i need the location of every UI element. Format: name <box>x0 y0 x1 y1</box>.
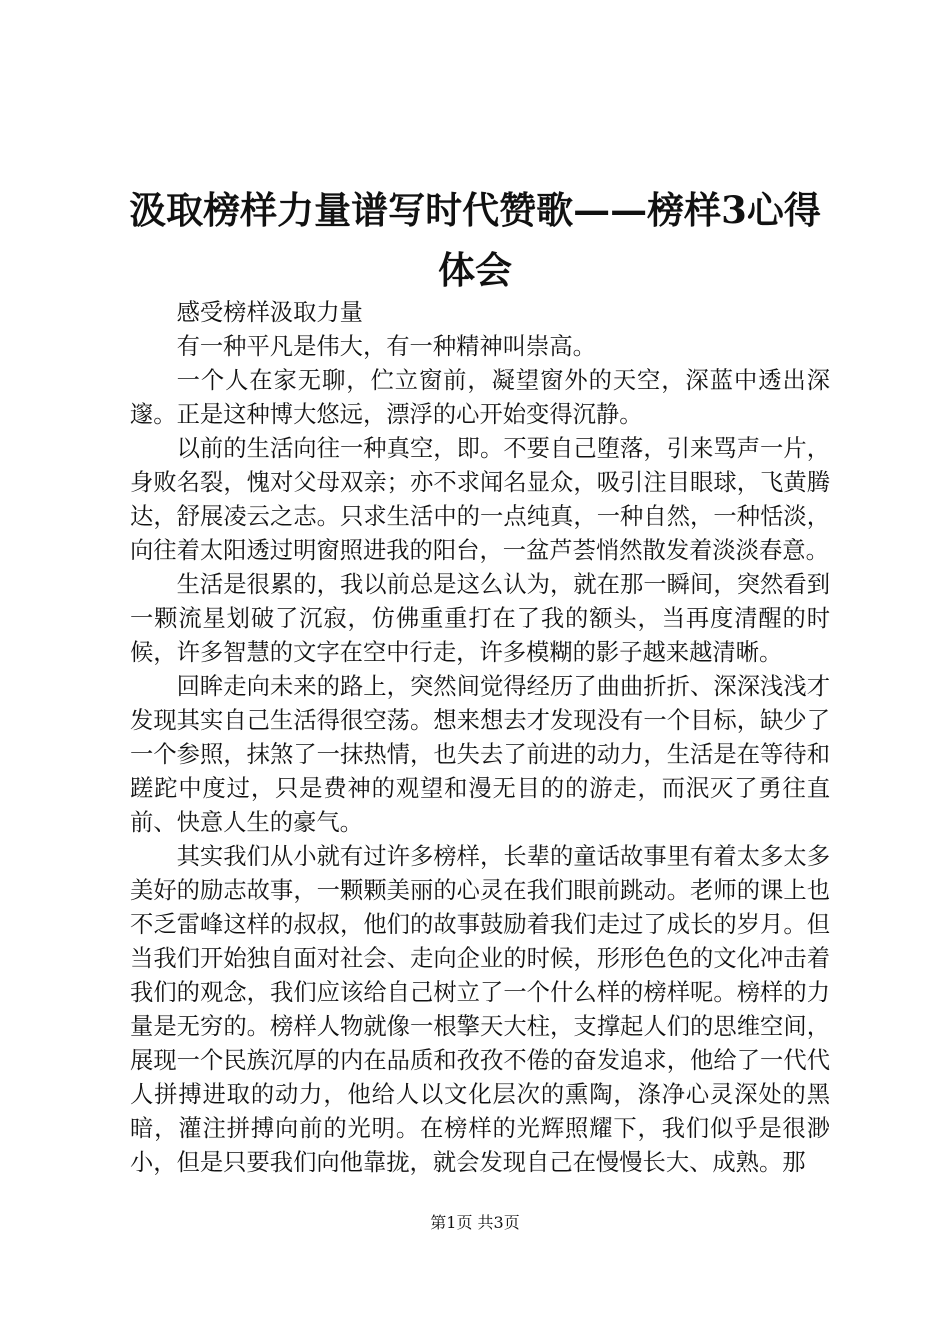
paragraph: 回眸走向未来的路上，突然间觉得经历了曲曲折折、深深浅浅才发现其实自己生活得很空荡。想来想去才发现没有一个目标，缺少了一个参照，抹煞了一抹热情，也失去了前进的动力，生活是在等待和蹉跎中度过，只是费神的观望和漫无目的的游走，而泯灭了勇往直前、快意人生的豪气。 <box>130 673 830 836</box>
paragraph: 一个人在家无聊，伫立窗前，凝望窗外的天空，深蓝中透出深邃。正是这种博大悠远，漂浮的心开始变得沉静。 <box>130 367 830 428</box>
paragraph: 有一种平凡是伟大，有一种精神叫崇高。 <box>176 333 596 360</box>
paragraph: 生活是很累的，我以前总是这么认为，就在那一瞬间，突然看到一颗流星划破了沉寂，仿佛重重打在了我的额头，当再度清醒的时候，许多智慧的文字在空中行走，许多模糊的影子越来越清晰。 <box>130 571 830 666</box>
paragraph: 以前的生活向往一种真空，即。不要自己堕落，引来骂声一片，身败名裂，愧对父母双亲；亦不求闻名显众，吸引注目眼球，飞黄腾达，舒展凌云之志。只求生活中的一点纯真，一种自然，一种恬淡，向往着太阳透过明窗照进我的阳台，一盆芦荟悄然散发着淡淡春意。 <box>130 435 830 564</box>
paragraph: 其实我们从小就有过许多榜样，长辈的童话故事里有着太多太多美好的励志故事，一颗颗美丽的心灵在我们眼前跳动。老师的课上也不乏雷峰这样的叔叔，他们的故事鼓励着我们走过了成长的岁月。但当我们开始独自面对社会、走向企业的时候，形形色色的文化冲击着我们的观念，我们应该给自己树立了一个什么样的榜样呢。榜样的力量是无穷的。榜样人物就像一根擎天大柱，支撑起人们的思维空间，展现一个民族沉厚的内在品质和孜孜不倦的奋发追求，他给了一代代人拼搏进取的动力，他给人以文化层次的熏陶，涤净心灵深处的黑暗，灌注拼搏向前的光明。在榜样的光辉照耀下，我们似乎是很渺小，但是只要我们向他靠拢，就会发现自己在慢慢长大、成熟。那 <box>130 843 830 1176</box>
document-title: 汲取榜样力量谱写时代赞歌——榜样3心得体会 <box>129 188 821 292</box>
page-footer: 第1页 共3页 <box>430 1213 520 1232</box>
paragraph: 感受榜样汲取力量 <box>176 299 363 326</box>
document-body <box>130 296 830 1180</box>
